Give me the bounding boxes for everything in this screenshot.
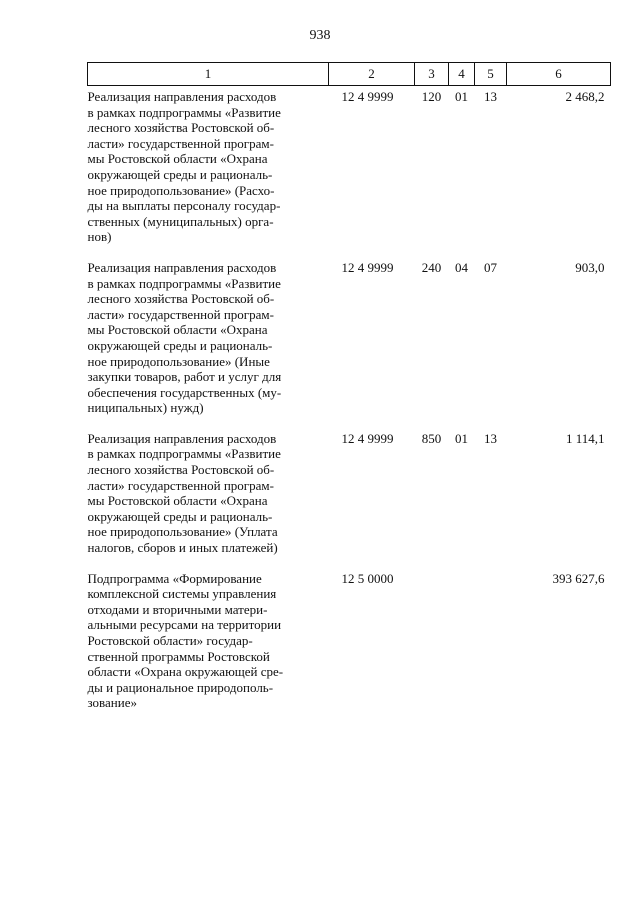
row-pr: 13: [484, 89, 497, 104]
row-rz: [449, 568, 475, 723]
column-header: 2: [329, 63, 415, 86]
table-header-row: [88, 63, 611, 86]
row-rz: 04: [455, 259, 468, 275]
table-row: [88, 428, 611, 568]
row-pr: 13: [484, 430, 497, 446]
row-csr: 12 4 9999: [341, 430, 394, 446]
row-vr: 850: [421, 430, 442, 446]
column-header: 4: [449, 63, 475, 86]
column-header: 6: [507, 63, 611, 86]
column-header: 5: [475, 63, 507, 86]
table-row: [88, 257, 611, 428]
row-rz: 01: [455, 430, 468, 446]
table-row: [88, 568, 611, 723]
column-header: 3: [415, 63, 449, 86]
row-sum: 393 627,6: [552, 570, 605, 586]
row-vr: 240: [421, 259, 442, 275]
page-number: 938: [309, 28, 331, 43]
row-sum: 1 114,1: [565, 430, 605, 446]
column-header: 1: [88, 63, 329, 86]
row-name: Реализация направления расходов в рамках подпрограммы «Развитие лесного хозяйства Ростовской об- ласти» государственной програм- мы Ростовской области «Охрана окружающей среды и рациональ- ное природопользование» (Расхо- ды на выплаты персоналу государ- ственных (муниципальных) орга- нов): [87, 89, 281, 245]
row-pr: 07: [484, 259, 497, 275]
row-name: Реализация направления расходов в рамках подпрограммы «Развитие лесного хозяйства Ростовской об- ласти» государственной програм- мы Ростовской области «Охрана окружающей среды и рациональ- ное природопользование» (Иные закупки товаров, работ и услуг для обеспечения государственных (му- ниципальных) нужд): [87, 259, 282, 416]
row-vr: [415, 568, 449, 723]
row-pr: [475, 568, 507, 723]
table-row: [88, 86, 611, 257]
row-name: Подпрограмма «Формирование комплексной системы управления отходами и вторичными матери- альными ресурсами на территории Ростовской области» государ- ственной программы Ростовской области «Охрана окружающей сре- ды и рациональное природополь- зование»: [87, 570, 284, 711]
row-vr: 120: [421, 89, 442, 104]
row-name: Реализация направления расходов в рамках подпрограммы «Развитие лесного хозяйства Ростовской об- ласти» государственной програм- мы Ростовской области «Охрана окружающей среды и рациональ- ное природопользование» (Уплата налогов, сборов и иных платежей): [87, 430, 281, 556]
row-csr: 12 4 9999: [341, 89, 394, 104]
row-sum: 2 468,2: [565, 89, 605, 104]
row-csr: 12 4 9999: [341, 259, 394, 275]
row-csr: 12 5 0000: [341, 570, 394, 586]
row-sum: 903,0: [575, 259, 605, 275]
budget-table: [87, 62, 611, 723]
row-rz: 01: [455, 89, 468, 104]
